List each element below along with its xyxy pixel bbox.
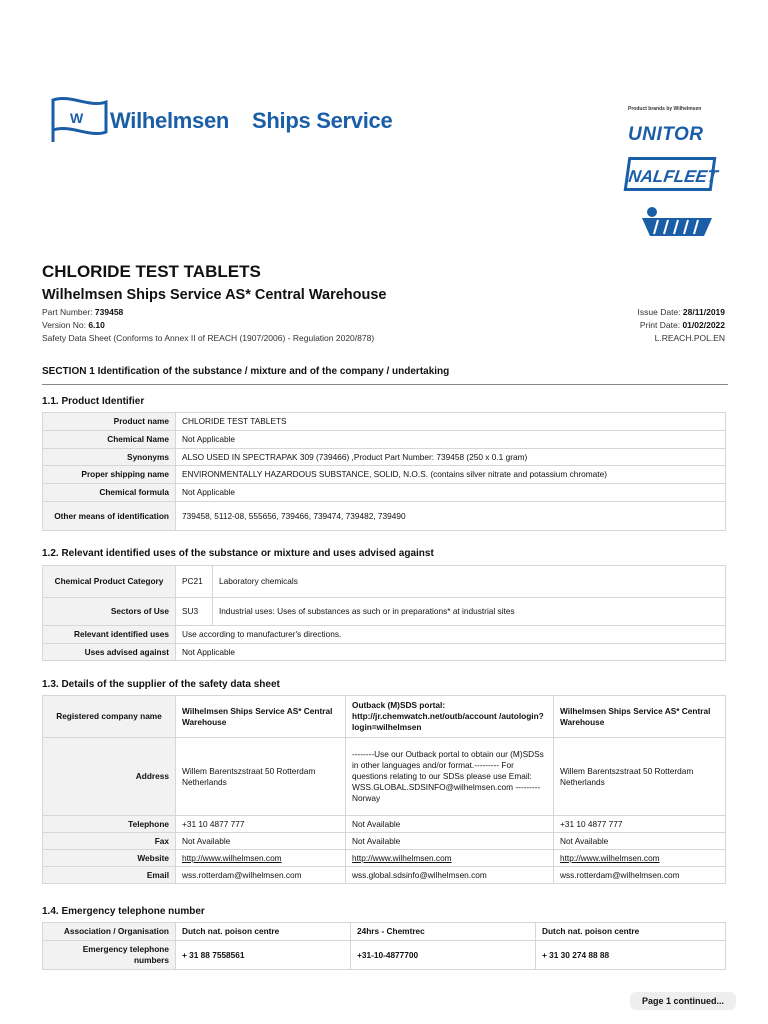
synonyms-label: Synonyms bbox=[43, 449, 176, 466]
version-label: Version No: bbox=[42, 320, 86, 330]
supplier-3-email: wss.rotterdam@wilhelmsen.com bbox=[554, 867, 726, 884]
sds-regulation-line: Safety Data Sheet (Conforms to Annex II of REACH (1907/2006) - Regulation 2020/878) bbox=[42, 333, 375, 343]
nalfleet-logo: NALFLEET bbox=[624, 157, 717, 191]
product-name-label: Product name bbox=[43, 413, 176, 431]
division-name: Ships Service bbox=[252, 108, 393, 133]
supplier-1-name: Wilhelmsen Ships Service AS* Central Warehouse bbox=[176, 696, 346, 738]
document-code: L.REACH.POL.EN bbox=[654, 333, 725, 343]
email-label: Email bbox=[43, 867, 176, 884]
other-identification-label: Other means of identification bbox=[43, 502, 176, 531]
svg-text:W: W bbox=[70, 110, 84, 126]
emergency-org-2: 24hrs - Chemtrec bbox=[351, 923, 536, 941]
issue-date-label: Issue Date: bbox=[637, 307, 681, 317]
website-label: Website bbox=[43, 850, 176, 867]
supplier-2-fax: Not Available bbox=[346, 833, 554, 850]
supplier-1-address: Willem Barentszstraat 50 Rotterdam Netherlands bbox=[176, 738, 346, 816]
telephone-label: Telephone bbox=[43, 816, 176, 833]
registered-company-label: Registered company name bbox=[43, 696, 176, 738]
chemical-formula-value: Not Applicable bbox=[176, 484, 726, 502]
print-date-label: Print Date: bbox=[639, 320, 681, 330]
product-category-value: Laboratory chemicals bbox=[213, 566, 726, 598]
part-number: 739458 bbox=[94, 307, 124, 317]
iumm-logo-icon bbox=[640, 206, 714, 238]
supplier-2-address: --------Use our Outback portal to obtain our (M)SDSs in other languages and/or format.--------- For questions relating to our SDSs please use Email: WSS.GLOBAL.SDSINFO@wilhelmsen.com --------- Norway bbox=[346, 738, 554, 816]
supplier-1-website-link[interactable]: http://www.wilhelmsen.com bbox=[176, 850, 346, 867]
identified-uses-heading: 1.2. Relevant identified uses of the substance or mixture and uses advised against bbox=[42, 548, 434, 559]
company-name: Wilhelmsen Ships Service AS* Central Warehouse bbox=[42, 287, 387, 303]
unitor-logo: UNITOR bbox=[628, 124, 704, 145]
uses-advised-against-label: Uses advised against bbox=[43, 644, 176, 661]
supplier-2-name: Outback (M)SDS portal: http://jr.chemwatch.net/outb/account /autologin?login=wilhelmsen bbox=[346, 696, 554, 738]
other-identification-value: 739458, 5112-08, 555656, 739466, 739474, 739482, 739490 bbox=[176, 502, 726, 531]
product-category-label: Chemical Product Category bbox=[43, 566, 176, 598]
emergency-phone-2: +31-10-4877700 bbox=[351, 941, 536, 970]
supplier-3-name: Wilhelmsen Ships Service AS* Central Warehouse bbox=[554, 696, 726, 738]
supplier-3-fax: Not Available bbox=[554, 833, 726, 850]
chemical-name-label: Chemical Name bbox=[43, 431, 176, 449]
brands-caption: Product brands by Wilhelmsen bbox=[628, 106, 702, 112]
supplier-details-table bbox=[42, 695, 726, 884]
supplier-3-address: Willem Barentszstraat 50 Rotterdam Netherlands bbox=[554, 738, 726, 816]
association-label: Association / Organisation bbox=[43, 923, 176, 941]
issue-date: 28/11/2019 bbox=[682, 307, 725, 317]
supplier-3-website-link[interactable]: http://www.wilhelmsen.com bbox=[554, 850, 726, 867]
page-continued-indicator: Page 1 continued... bbox=[630, 992, 736, 1010]
fax-label: Fax bbox=[43, 833, 176, 850]
synonyms-value: ALSO USED IN SPECTRAPAK 309 (739466) ,Product Part Number: 739458 (250 x 0.1 gram) bbox=[176, 449, 726, 466]
document-title: CHLORIDE TEST TABLETS bbox=[42, 262, 261, 281]
sectors-of-use-label: Sectors of Use bbox=[43, 598, 176, 626]
sectors-of-use-code: SU3 bbox=[176, 598, 213, 626]
emergency-org-1: Dutch nat. poison centre bbox=[176, 923, 351, 941]
relevant-uses-value: Use according to manufacturer's directions. bbox=[176, 626, 726, 644]
product-name-value: CHLORIDE TEST TABLETS bbox=[176, 413, 726, 431]
part-number-label: Part Number: bbox=[42, 307, 93, 317]
supplier-3-telephone: +31 10 4877 777 bbox=[554, 816, 726, 833]
shipping-name-label: Proper shipping name bbox=[43, 466, 176, 484]
emergency-numbers-label: Emergency telephone numbers bbox=[43, 941, 176, 970]
emergency-phone-3: + 31 30 274 88 88 bbox=[536, 941, 726, 970]
doc-meta-right bbox=[638, 306, 725, 345]
relevant-uses-label: Relevant identified uses bbox=[43, 626, 176, 644]
company-logo-text: Wilhelmsen bbox=[110, 108, 230, 133]
section-divider bbox=[42, 384, 728, 385]
doc-meta-left bbox=[42, 306, 374, 345]
emergency-org-3: Dutch nat. poison centre bbox=[536, 923, 726, 941]
section-1-heading: SECTION 1 Identification of the substance / mixture and of the company / undertaking bbox=[42, 366, 450, 377]
product-identifier-table bbox=[42, 412, 726, 531]
supplier-2-telephone: Not Available bbox=[346, 816, 554, 833]
uses-advised-against-value: Not Applicable bbox=[176, 644, 726, 661]
supplier-1-telephone: +31 10 4877 777 bbox=[176, 816, 346, 833]
chemical-formula-label: Chemical formula bbox=[43, 484, 176, 502]
print-date: 01/02/2022 bbox=[682, 320, 725, 330]
supplier-2-email: wss.global.sdsinfo@wilhelmsen.com bbox=[346, 867, 554, 884]
shipping-name-value: ENVIRONMENTALLY HAZARDOUS SUBSTANCE, SOLID, N.O.S. (contains silver nitrate and potassium chromate) bbox=[176, 466, 726, 484]
supplier-1-email: wss.rotterdam@wilhelmsen.com bbox=[176, 867, 346, 884]
emergency-telephone-table bbox=[42, 922, 726, 970]
sectors-of-use-value: Industrial uses: Uses of substances as such or in preparations* at industrial sites bbox=[213, 598, 726, 626]
emergency-telephone-heading: 1.4. Emergency telephone number bbox=[42, 906, 205, 917]
supplier-2-website-link[interactable]: http://www.wilhelmsen.com bbox=[346, 850, 554, 867]
chemical-name-value: Not Applicable bbox=[176, 431, 726, 449]
supplier-details-heading: 1.3. Details of the supplier of the safety data sheet bbox=[42, 679, 280, 690]
wilhelmsen-flag-icon bbox=[50, 96, 110, 144]
address-label: Address bbox=[43, 738, 176, 816]
supplier-1-fax: Not Available bbox=[176, 833, 346, 850]
emergency-phone-1: + 31 88 7558561 bbox=[176, 941, 351, 970]
identified-uses-table bbox=[42, 565, 726, 661]
product-identifier-heading: 1.1. Product Identifier bbox=[42, 396, 145, 407]
product-category-code: PC21 bbox=[176, 566, 213, 598]
version-number: 6.10 bbox=[88, 320, 105, 330]
